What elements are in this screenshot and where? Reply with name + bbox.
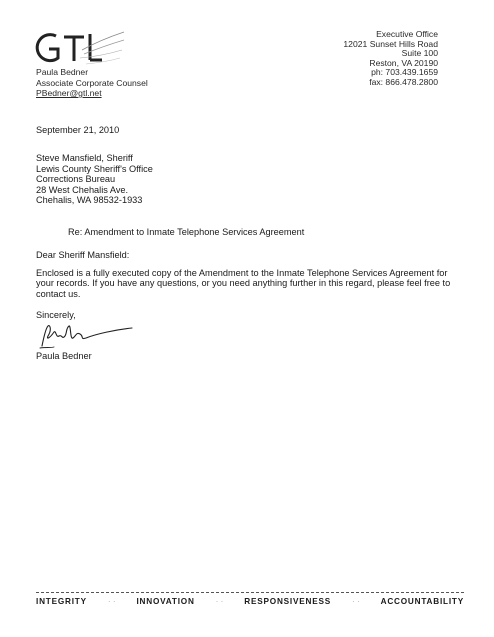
- footer-values-bar: [36, 597, 464, 609]
- sender-email-link[interactable]: PBedner@gtl.net: [36, 88, 102, 98]
- signer-name: Paula Bedner: [36, 351, 92, 361]
- footer-separator: · ·: [215, 597, 224, 606]
- sender-title: Associate Corporate Counsel: [36, 77, 148, 88]
- gtl-logo: [34, 28, 126, 70]
- subject-line: Re: Amendment to Inmate Telephone Services Agreement: [68, 227, 305, 237]
- office-line: Reston, VA 20190: [369, 57, 438, 68]
- office-line: 12021 Sunset Hills Road: [343, 38, 438, 49]
- footer-value-responsiveness: RESPONSIVENESS: [244, 597, 332, 606]
- recipient-line: Lewis County Sheriff's Office: [36, 163, 153, 174]
- footer-divider: [36, 592, 464, 593]
- salutation: Dear Sheriff Mansfield:: [36, 250, 130, 260]
- gtl-logo-graphic: [34, 28, 126, 70]
- recipient-block: [36, 153, 153, 206]
- letter-body: Enclosed is a fully executed copy of the Amendment to the Inmate Telephone Services Agreement for your records. If you have any questions, or you need anything further in this regard, please feel free to contact us.: [36, 268, 451, 299]
- office-line: Executive Office: [376, 29, 438, 39]
- letter-date: September 21, 2010: [36, 125, 120, 135]
- recipient-line: 28 West Chehalis Ave.: [36, 184, 129, 195]
- recipient-line: Steve Mansfield, Sheriff: [36, 153, 133, 163]
- closing: Sincerely,: [36, 310, 76, 320]
- office-address-block: [343, 30, 438, 88]
- office-line: Suite 100: [401, 48, 438, 59]
- footer-separator: · ·: [351, 597, 360, 606]
- sender-name: Paula Bedner: [36, 67, 89, 77]
- footer-value-accountability: ACCOUNTABILITY: [380, 597, 464, 606]
- office-phone: ph: 703.439.1659: [371, 67, 438, 78]
- footer-value-integrity: INTEGRITY: [36, 597, 87, 606]
- footer-separator: · ·: [107, 597, 116, 606]
- recipient-line: Chehalis, WA 98532-1933: [36, 195, 143, 206]
- handwritten-signature: [36, 318, 136, 352]
- office-fax: fax: 866.478.2800: [369, 76, 438, 87]
- sender-block: [36, 67, 148, 99]
- recipient-line: Corrections Bureau: [36, 174, 116, 185]
- footer-value-innovation: INNOVATION: [136, 597, 195, 606]
